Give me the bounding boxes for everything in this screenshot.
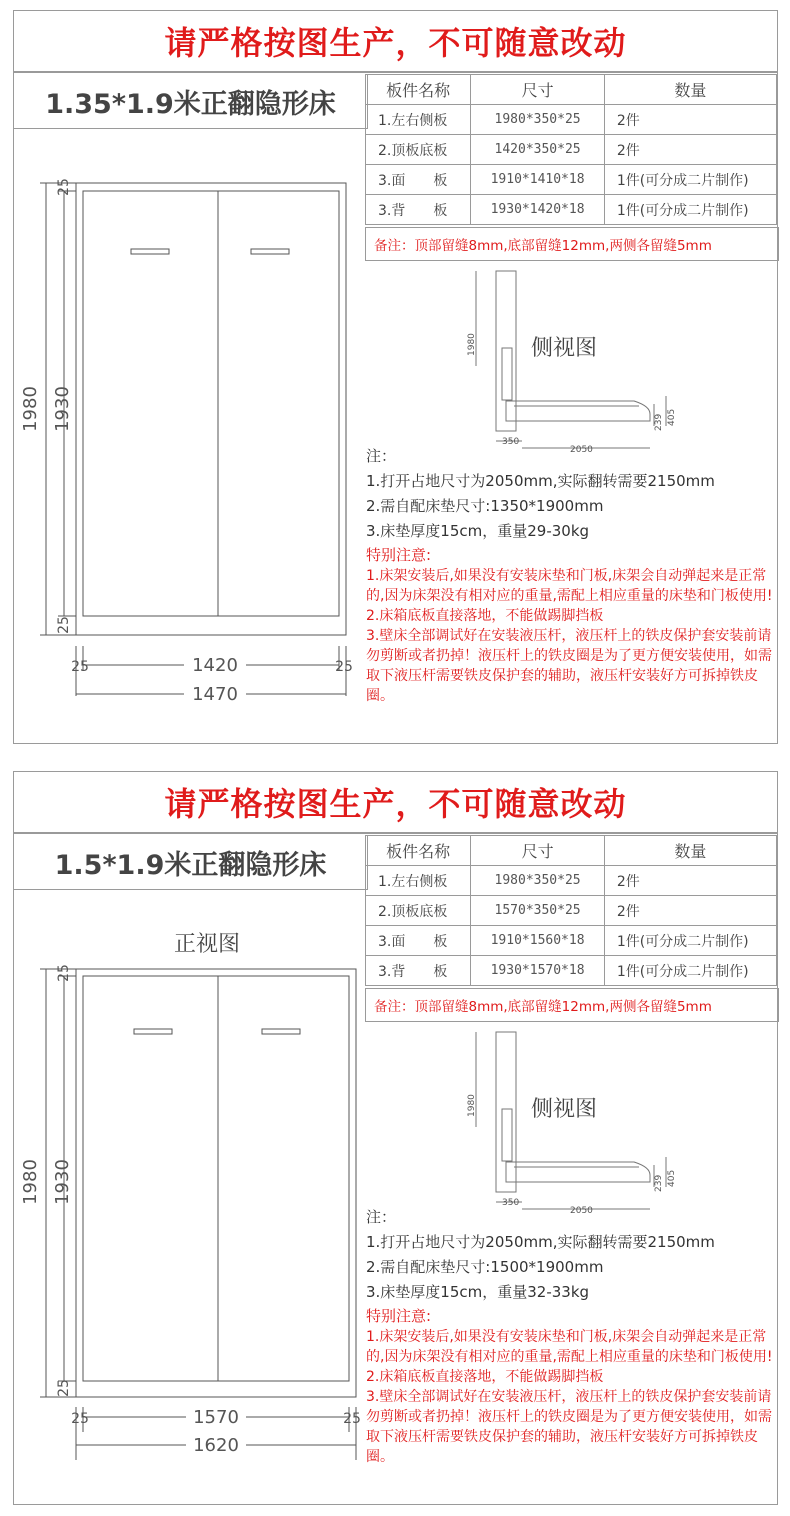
inner-height-label: 1930 (52, 386, 73, 432)
door-frame (83, 191, 339, 616)
side-depth-label: 350 (502, 437, 520, 447)
spec-panel-1 (13, 10, 778, 744)
note-item: 2.需自配床垫尺寸:1350*1900mm (366, 497, 604, 515)
hydraulic-strut (502, 1109, 512, 1161)
part-name: 3.面 板 (366, 926, 471, 956)
table-header-row (366, 75, 777, 105)
part-name: 1.左右侧板 (366, 105, 471, 135)
part-size: 1910*1560*18 (471, 926, 604, 956)
note-item: 2.需自配床垫尺寸:1500*1900mm (366, 1258, 604, 1276)
table-row (366, 866, 777, 896)
right-door-handle (251, 249, 289, 254)
outer-height-label: 1980 (20, 1159, 41, 1205)
side-open-length-label: 2050 (570, 1206, 593, 1216)
inner-height-label: 1930 (52, 1159, 73, 1205)
left-gap-label: 25 (71, 659, 89, 675)
special-note-item: 1.床架安装后,如果没有安装床垫和门板,床架会自动弹起来是正常的,因为床架没有相对应的重量,需配上相应重量的床垫和门板使用! (366, 1329, 773, 1365)
side-view-label: 侧视图 (531, 336, 598, 361)
table-header-row (366, 836, 777, 866)
special-note-item: 2.床箱底板直接落地，不能做踢脚挡板 (366, 608, 604, 624)
part-name: 1.左右侧板 (366, 866, 471, 896)
left-door-handle (134, 1029, 172, 1034)
part-size: 1980*350*25 (471, 105, 604, 135)
part-qty: 2件 (604, 896, 776, 926)
special-note-item: 1.床架安装后,如果没有安装床垫和门板,床架会自动弹起来是正常的,因为床架没有相对应的重量,需配上相应重量的床垫和门板使用! (366, 568, 773, 604)
door-frame (83, 976, 349, 1381)
part-qty: 1件(可分成二片制作) (604, 165, 776, 195)
part-qty: 1件(可分成二片制作) (604, 926, 776, 956)
bottom-gap-label: 25 (56, 616, 72, 634)
table-row (366, 956, 777, 986)
right-door-handle (262, 1029, 300, 1034)
notes-block (366, 444, 776, 706)
header-size: 尺寸 (471, 836, 604, 866)
part-name: 2.顶板底板 (366, 896, 471, 926)
part-qty: 2件 (604, 135, 776, 165)
left-gap-label: 25 (71, 1411, 89, 1427)
inner-width-label: 1570 (193, 1407, 239, 1428)
right-gap-label: 25 (335, 659, 353, 675)
part-size: 1930*1570*18 (471, 956, 604, 986)
hydraulic-strut (502, 348, 512, 400)
front-view-label: 正视图 (174, 932, 241, 957)
side-height-label: 1980 (467, 1094, 477, 1117)
part-qty: 2件 (604, 866, 776, 896)
front-view-drawing (14, 151, 366, 711)
product-title: 1.35*1.9米正翻隐形床 (14, 75, 368, 129)
inner-width-label: 1420 (192, 655, 238, 676)
special-notes-heading: 特别注意: (366, 546, 432, 564)
side-small-a-label: 239 (654, 1174, 664, 1192)
part-qty: 1件(可分成二片制作) (604, 195, 776, 225)
table-row (366, 105, 777, 135)
special-note-item: 2.床箱底板直接落地，不能做踢脚挡板 (366, 1369, 604, 1385)
spec-panel-2 (13, 771, 778, 1505)
parts-table (365, 74, 777, 225)
part-name: 2.顶板底板 (366, 135, 471, 165)
part-size: 1420*350*25 (471, 135, 604, 165)
note-item: 1.打开占地尺寸为2050mm,实际翻转需要2150mm (366, 472, 715, 490)
top-gap-label: 25 (56, 178, 72, 196)
header-qty: 数量 (604, 836, 776, 866)
table-row (366, 926, 777, 956)
warning-banner: 请严格按图生产，不可随意改动 (14, 772, 777, 834)
table-row (366, 896, 777, 926)
note-item: 1.打开占地尺寸为2050mm,实际翻转需要2150mm (366, 1233, 715, 1251)
part-size: 1930*1420*18 (471, 195, 604, 225)
side-view-label: 侧视图 (531, 1097, 598, 1122)
note-item: 3.床垫厚度15cm，重量29-30kg (366, 522, 590, 540)
special-note-item: 3.壁床全部调试好在安装液压杆，液压杆上的铁皮保护套安装前请勿剪断或者扔掉！液压杆上的铁皮圈是为了更方便安装使用，如需取下液压杆需要铁皮保护套的辅助，液压杆安装好方可拆掉铁皮圈。 (366, 628, 772, 704)
header-qty: 数量 (604, 75, 776, 105)
part-qty: 1件(可分成二片制作) (604, 956, 776, 986)
header-part-name: 板件名称 (366, 836, 471, 866)
side-height-label: 1980 (467, 333, 477, 356)
left-door-handle (131, 249, 169, 254)
warning-banner: 请严格按图生产，不可随意改动 (14, 11, 777, 73)
outer-width-label: 1470 (192, 684, 238, 705)
table-remark: 备注：顶部留缝8mm,底部留缝12mm,两侧各留缝5mm (365, 988, 779, 1022)
part-size: 1980*350*25 (471, 866, 604, 896)
product-title: 1.5*1.9米正翻隐形床 (14, 836, 368, 890)
header-size: 尺寸 (471, 75, 604, 105)
notes-heading: 注： (366, 1208, 397, 1226)
cabinet-outer-frame (76, 183, 346, 635)
table-remark: 备注：顶部留缝8mm,底部留缝12mm,两侧各留缝5mm (365, 227, 779, 261)
special-note-item: 3.壁床全部调试好在安装液压杆，液压杆上的铁皮保护套安装前请勿剪断或者扔掉！液压杆上的铁皮圈是为了更方便安装使用，如需取下液压杆需要铁皮保护套的辅助，液压杆安装好方可拆掉铁皮圈。 (366, 1389, 772, 1465)
part-size: 1570*350*25 (471, 896, 604, 926)
special-notes-heading: 特别注意: (366, 1307, 432, 1325)
table-row (366, 135, 777, 165)
part-name: 3.背 板 (366, 956, 471, 986)
notes-heading: 注： (366, 447, 397, 465)
side-small-b-label: 405 (667, 408, 677, 426)
side-small-b-label: 405 (667, 1169, 677, 1187)
table-row (366, 165, 777, 195)
parts-table (365, 835, 777, 986)
part-name: 3.面 板 (366, 165, 471, 195)
table-row (366, 195, 777, 225)
bottom-gap-label: 25 (56, 1379, 72, 1397)
outer-width-label: 1620 (193, 1435, 239, 1456)
notes-block (366, 1205, 776, 1467)
part-size: 1910*1410*18 (471, 165, 604, 195)
outer-height-label: 1980 (20, 386, 41, 432)
bed-frame-open (506, 401, 650, 421)
bed-frame-open (506, 1162, 650, 1182)
side-small-a-label: 239 (654, 413, 664, 431)
side-open-length-label: 2050 (570, 445, 593, 455)
part-qty: 2件 (604, 105, 776, 135)
part-name: 3.背 板 (366, 195, 471, 225)
side-depth-label: 350 (502, 1198, 520, 1208)
front-view-drawing (14, 912, 366, 1482)
note-item: 3.床垫厚度15cm，重量32-33kg (366, 1283, 590, 1301)
top-gap-label: 25 (56, 964, 72, 982)
header-part-name: 板件名称 (366, 75, 471, 105)
cabinet-outer-frame (76, 969, 356, 1397)
right-gap-label: 25 (343, 1411, 361, 1427)
